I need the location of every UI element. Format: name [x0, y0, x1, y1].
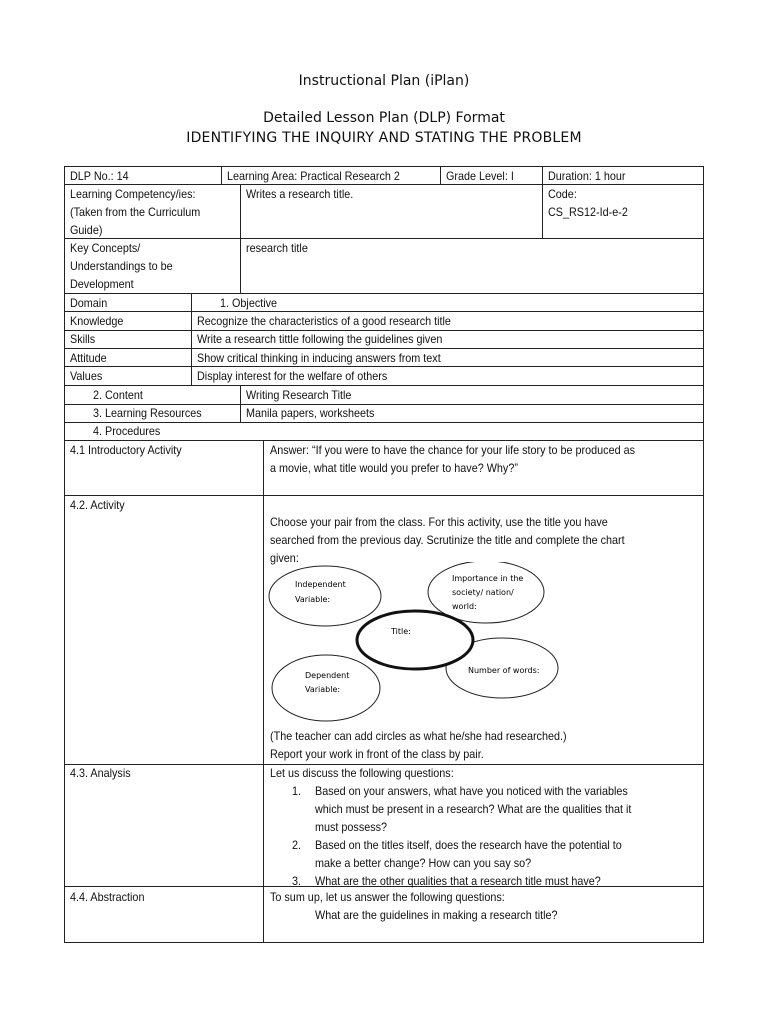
importance-label-line: Importance in the: [452, 574, 524, 583]
key-concepts-label-line: Understandings to be: [70, 259, 173, 273]
document-subtitle: Detailed Lesson Plan (DLP) Format: [263, 110, 505, 126]
activity-line: Choose your pair from the class. For this activity, use the title you have: [270, 515, 608, 529]
attitude-value: Show critical thinking in inducing answers from text: [197, 351, 441, 365]
independent-label-line: Independent: [295, 580, 346, 589]
duration: Duration: 1 hour: [548, 169, 626, 183]
competency-value: Writes a research title.: [246, 187, 354, 201]
analysis-item-line: Based on your answers, what have you noticed with the variables: [315, 784, 628, 798]
abstraction-label: 4.4. Abstraction: [70, 890, 145, 904]
resources-label: 3. Learning Resources: [93, 406, 202, 420]
key-concepts-value: research title: [246, 241, 308, 255]
intro-activity-label: 4.1 Introductory Activity: [70, 443, 182, 457]
code-label: Code:: [548, 187, 577, 201]
analysis-item-line: make a better change? How can you say so?: [315, 856, 532, 870]
skills-value: Write a research tittle following the guidelines given: [197, 332, 443, 346]
independent-label-line: Variable:: [295, 595, 331, 604]
grade-level: Grade Level: I: [446, 169, 514, 183]
skills-label: Skills: [70, 332, 96, 346]
analysis-item-line: What are the other qualities that a research title must have?: [315, 874, 601, 888]
title-label: Title:: [391, 627, 411, 636]
abstraction-question: What are the guidelines in making a research title?: [315, 908, 558, 922]
analysis-item-number: 2.: [292, 838, 302, 852]
knowledge-value: Recognize the characteristics of a good research title: [197, 314, 451, 328]
attitude-label: Attitude: [70, 351, 107, 365]
activity-after-line: Report your work in front of the class by pair.: [270, 747, 484, 761]
dependent-label-line: Dependent: [305, 671, 350, 680]
values-value: Display interest for the welfare of others: [197, 369, 388, 383]
importance-label-line: world:: [452, 602, 477, 611]
key-concepts-label-line: Key Concepts/: [70, 241, 141, 255]
number-of-words-label: Number of words:: [468, 666, 540, 675]
document-title: Instructional Plan (iPlan): [298, 73, 470, 89]
analysis-item-number: 3.: [292, 874, 302, 888]
key-concepts-label-line: Development: [70, 277, 134, 291]
analysis-label: 4.3. Analysis: [70, 766, 131, 780]
title-circle: [357, 611, 473, 669]
analysis-intro: Let us discuss the following questions:: [270, 766, 454, 780]
content-label: 2. Content: [93, 388, 143, 402]
activity-line: searched from the previous day. Scrutinize the title and complete the chart: [270, 533, 625, 547]
analysis-item-line: must possess?: [315, 820, 388, 834]
competency-label-line: Learning Competency/ies:: [70, 187, 196, 201]
dependent-label-line: Variable:: [305, 685, 341, 694]
analysis-item-line: which must be present in a research? What are the qualities that it: [315, 802, 632, 816]
activity-line: given:: [270, 551, 299, 565]
procedures-label: 4. Procedures: [93, 424, 161, 438]
analysis-item-line: Based on the titles itself, does the research have the potential to: [315, 838, 622, 852]
dlp-number: DLP No.: 14: [70, 169, 129, 183]
knowledge-label: Knowledge: [70, 314, 124, 328]
analysis-item-number: 1.: [292, 784, 302, 798]
learning-area: Learning Area: Practical Research 2: [227, 169, 400, 183]
values-label: Values: [70, 369, 103, 383]
domain-label: Domain: [70, 296, 108, 310]
activity-after-line: (The teacher can add circles as what he/she had researched.): [270, 729, 567, 743]
importance-label-line: society/ nation/: [452, 588, 514, 597]
content-value: Writing Research Title: [246, 388, 352, 402]
intro-activity-line: Answer: “If you were to have the chance for your life story to be produced as: [270, 443, 635, 457]
abstraction-intro: To sum up, let us answer the following questions:: [270, 890, 505, 904]
title-chart-diagram: [262, 562, 562, 730]
competency-label-line: Guide): [70, 223, 103, 237]
code-value: CS_RS12-Id-e-2: [548, 205, 628, 219]
domain-value: 1. Objective: [220, 296, 278, 310]
resources-value: Manila papers, worksheets: [246, 406, 375, 420]
lesson-topic: IDENTIFYING THE INQUIRY AND STATING THE PROBLEM: [186, 130, 582, 146]
competency-label-line: (Taken from the Curriculum: [70, 205, 201, 219]
intro-activity-line: a movie, what title would you prefer to have? Why?”: [270, 461, 518, 475]
activity-label: 4.2. Activity: [70, 498, 125, 512]
